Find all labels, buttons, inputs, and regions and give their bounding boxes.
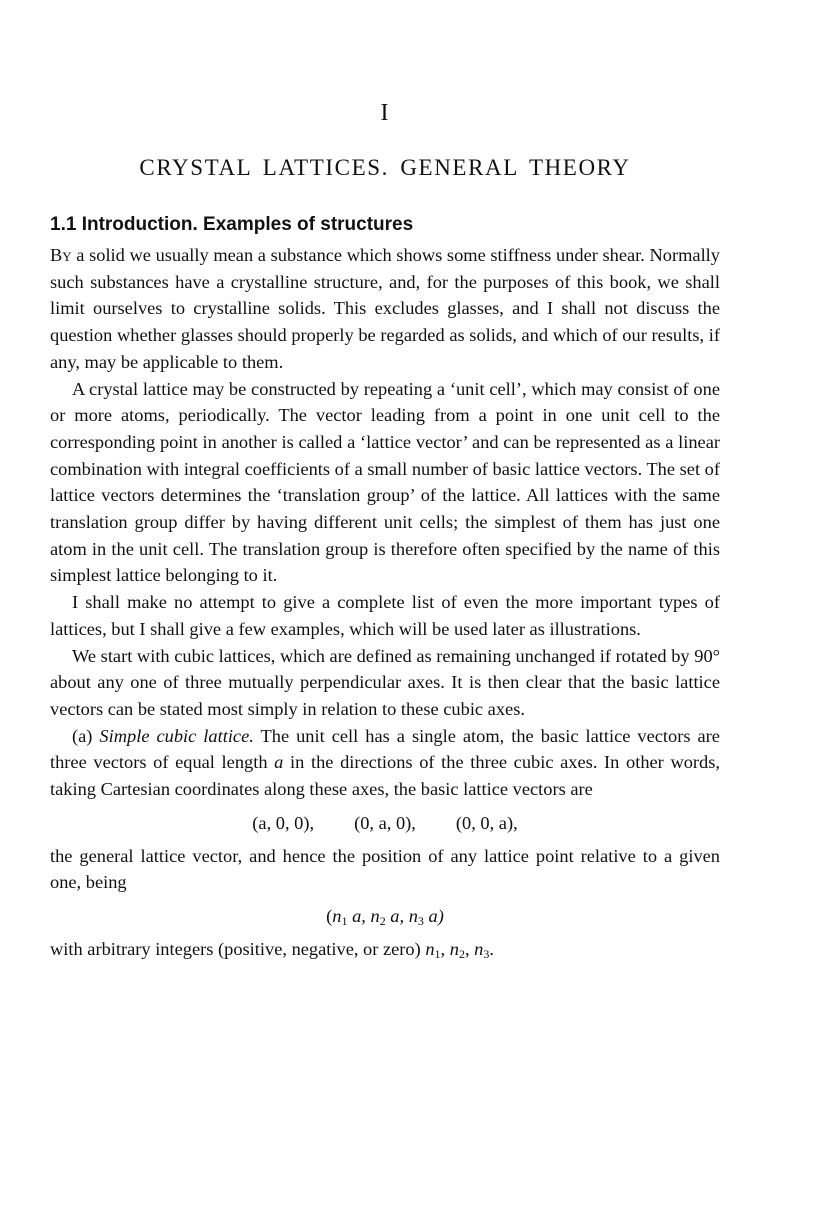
paragraph-3: I shall make no attempt to give a complete list of even the more important types of lattices, but I shall give a few examples, which will be used later as illustrations. — [50, 592, 720, 639]
paragraph-5 — [50, 723, 720, 803]
basic-vector-1: (a, 0, 0), — [252, 812, 315, 833]
paragraph-5-label: (a) — [72, 725, 93, 746]
general-a2: a, — [385, 906, 409, 927]
body-text — [50, 242, 720, 963]
general-open: ( — [326, 906, 333, 927]
general-vector-equation — [50, 901, 720, 931]
basic-vector-3: (0, 0, a), — [455, 812, 518, 833]
final-period: . — [489, 939, 494, 960]
general-a1: a, — [347, 906, 371, 927]
final-n1-sub: 1 — [434, 947, 441, 962]
paragraph-6: the general lattice vector, and hence the position of any lattice point relative to a given one, being — [50, 845, 720, 893]
paragraph-2: A crystal lattice may be constructed by repeating a ‘unit cell’, which may consist of one or more atoms, periodically. The vector leading from a point in one unit cell to the corresponding point in another is called a ‘lattice vector’ and can be represented as a linear combination with integral coefficients of a small number of basic lattice vectors. The set of lattice vectors determines the ‘translation group’ of the lattice. All lattices with the same translation group differ by having different unit cells; the simplest of them has just one atom in the unit cell. The translation group is therefore often specified by the name of this simplest lattice belonging to it. — [50, 378, 720, 586]
general-n3: n — [408, 906, 418, 927]
general-n1-sub: 1 — [341, 914, 348, 929]
chapter-title: CRYSTAL LATTICES. GENERAL THEORY — [139, 155, 631, 180]
final-n1: n — [425, 939, 435, 960]
paragraph-5-variable: a — [274, 752, 284, 773]
chapter-number: I — [380, 100, 390, 126]
paragraph-5-italic: Simple cubic lattice. — [99, 725, 254, 746]
general-a3: a) — [423, 906, 444, 927]
paragraph-1 — [50, 242, 720, 376]
paragraph-7 — [50, 936, 720, 963]
final-n3: n — [474, 939, 484, 960]
general-n1: n — [332, 906, 342, 927]
basic-vector-2: (0, a, 0), — [354, 812, 416, 833]
paragraph-5-text-b: in the directions of the three cubic axes. In other words, taking Cartesian coordinates along these axes, the basic lattice vectors are — [50, 752, 720, 800]
general-n2: n — [370, 906, 380, 927]
paragraph-1-text: a solid we usually mean a substance which shows some stiffness under shear. Normally such substances have a crystalline structure, and, for the purposes of this book, we shall limit ourselves to crystalline solids. This excludes glasses, and I shall not discuss the question whether glasses should properly be regarded as solids, and which of our results, if any, may be applicable to them. — [50, 245, 720, 372]
paragraph-7-text: with arbitrary integers (positive, negative, or zero) — [50, 939, 426, 960]
final-comma-1: , — [440, 939, 450, 960]
section-heading: 1.1 Introduction. Examples of structures — [50, 214, 414, 235]
general-n2-sub: 2 — [379, 914, 386, 929]
paragraph-5-text-a: The unit cell has a single atom, the basic lattice vectors are three vectors of equal length — [50, 725, 720, 773]
final-n2-sub: 2 — [458, 947, 465, 962]
general-n3-sub: 3 — [417, 914, 424, 929]
paragraph-1-lead: By — [50, 245, 72, 265]
final-n2: n — [449, 939, 459, 960]
final-n3-sub: 3 — [483, 947, 490, 962]
paragraph-4: We start with cubic lattices, which are defined as remaining unchanged if rotated by 90° about any one of three mutually perpendicular axes. It is then clear that the basic lattice vectors can be stated most simply in relation to these cubic axes. — [50, 645, 720, 719]
final-comma-2: , — [464, 939, 475, 960]
basic-vectors-equation — [50, 808, 720, 838]
